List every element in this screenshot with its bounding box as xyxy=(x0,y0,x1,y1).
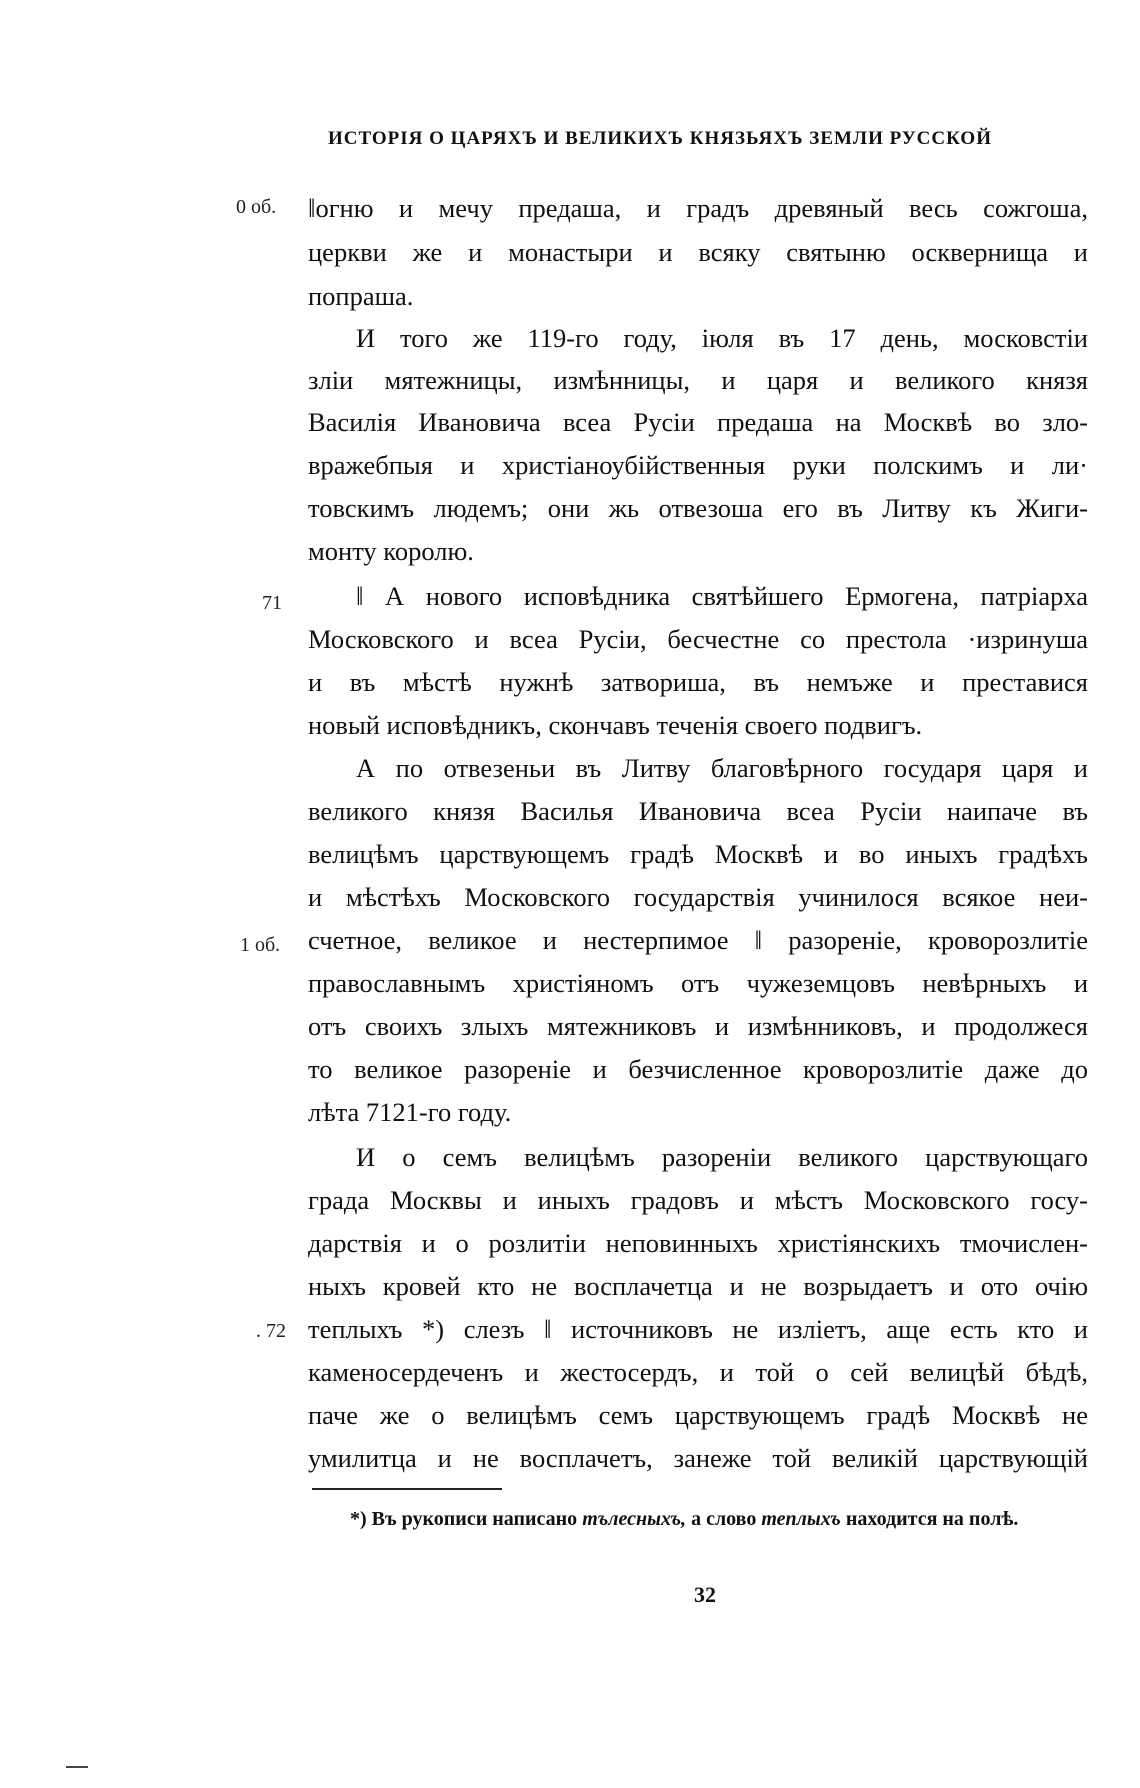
text-line: умилитца и не восплачетъ, занеже той великій царствующій xyxy=(308,1443,1088,1473)
text-line: ныхъ кровей кто не восплачетца и не возрыдаетъ и ото очію xyxy=(308,1271,1088,1301)
text-line: монту королю. xyxy=(308,536,474,566)
footnote-end: находится на полѣ. xyxy=(840,1508,1019,1530)
text-line: паче же о велицѣмъ семъ царствующемъ градѣ Москвѣ не xyxy=(308,1400,1088,1430)
margin-note: 1 об. xyxy=(240,934,281,956)
text-line: лѣта 7121-го году. xyxy=(308,1097,512,1127)
footnote-word-1: тълесныхъ, xyxy=(582,1508,687,1530)
text-line: церкви же и монастыри и всяку святыню осквернища и xyxy=(308,237,1088,267)
text-line: Московского и всеа Русіи, бесчестне со престола ·изринуша xyxy=(308,624,1088,654)
text-line: то великое разореніе и безчисленное кроворозлитіе даже до xyxy=(308,1054,1088,1084)
margin-note: . 72 xyxy=(256,1320,286,1342)
text-line: Василія Ивановича всеа Русіи предаша на Москвѣ во зло- xyxy=(308,407,1088,437)
text-line: отъ своихъ злыхъ мятежниковъ и измѣнниковъ, и продолжеся xyxy=(308,1011,1088,1041)
footnote-marker: *) Въ рукописи написано xyxy=(350,1508,583,1530)
text-line: православнымъ христіяномъ отъ чужеземцовъ невѣрныхъ и xyxy=(308,968,1088,998)
footnote-middle: а слово xyxy=(686,1508,762,1530)
margin-note: 0 об. xyxy=(236,196,277,218)
scan-mark xyxy=(66,1766,88,1768)
text-line: новый исповѣдникъ, скончавъ теченія своего подвигъ. xyxy=(308,710,923,740)
page-number: 32 xyxy=(694,1582,716,1607)
text-line: И о семъ велицѣмъ разореніи великого царствующаго xyxy=(356,1142,1088,1172)
text-line: зліи мятежницы, измѣнницы, и царя и великого князя xyxy=(308,365,1088,395)
text-line: великого князя Василья Ивановича всеа Русіи наипаче въ xyxy=(308,796,1088,826)
text-line: И того же 119-го году, іюля въ 17 день, московстіи xyxy=(356,323,1088,353)
footnote-word-2: теплыхъ xyxy=(761,1508,841,1530)
footnote xyxy=(312,1502,1088,1536)
text-line: и мѣстѣхъ Московского государствія учинилося всякое неи- xyxy=(308,882,1088,912)
text-line: ‖огню и мечу предаша, и градъ древяный весь сожгоша, xyxy=(308,193,1088,223)
text-line: счетное, великое и нестерпимое ‖ разореніе, кроворозлитіе xyxy=(308,925,1088,955)
text-line: велицѣмъ царствующемъ градѣ Москвѣ и во иныхъ градѣхъ xyxy=(308,839,1088,869)
text-line: теплыхъ *) слезъ ‖ источниковъ не изліетъ, аще есть кто и xyxy=(308,1314,1088,1344)
text-line: каменосердеченъ и жестосердъ, и той о сей велицѣй бѣдѣ, xyxy=(308,1357,1088,1387)
text-line: дарствія и о розлитіи неповинныхъ христіянскихъ тмочислен- xyxy=(308,1228,1088,1258)
margin-note: 71 xyxy=(262,592,282,614)
running-header: ИСТОРІЯ О ЦАРЯХЪ И ВЕЛИКИХЪ КНЯЗЬЯХЪ ЗЕМЛИ РУССКОЙ xyxy=(327,128,992,149)
footnote-rule xyxy=(312,1488,502,1490)
text-line: града Москвы и иныхъ градовъ и мѣстъ Московского госу- xyxy=(308,1185,1088,1215)
text-line: товскимъ людемъ; они жь отвезоша его въ Литву къ Жиги- xyxy=(308,493,1088,523)
text-line: ‖ А нового исповѣдника святѣйшего Ермогена, патріарха xyxy=(356,581,1088,611)
text-line: А по отвезеньи въ Литву благовѣрного государя царя и xyxy=(356,753,1088,783)
text-line: вражебпыя и христіаноубійственныя руки полскимъ и ли· xyxy=(308,450,1088,480)
text-line: попраша. xyxy=(308,281,414,311)
text-line: и въ мѣстѣ нужнѣ затвориша, въ немъже и преставися xyxy=(308,667,1088,697)
